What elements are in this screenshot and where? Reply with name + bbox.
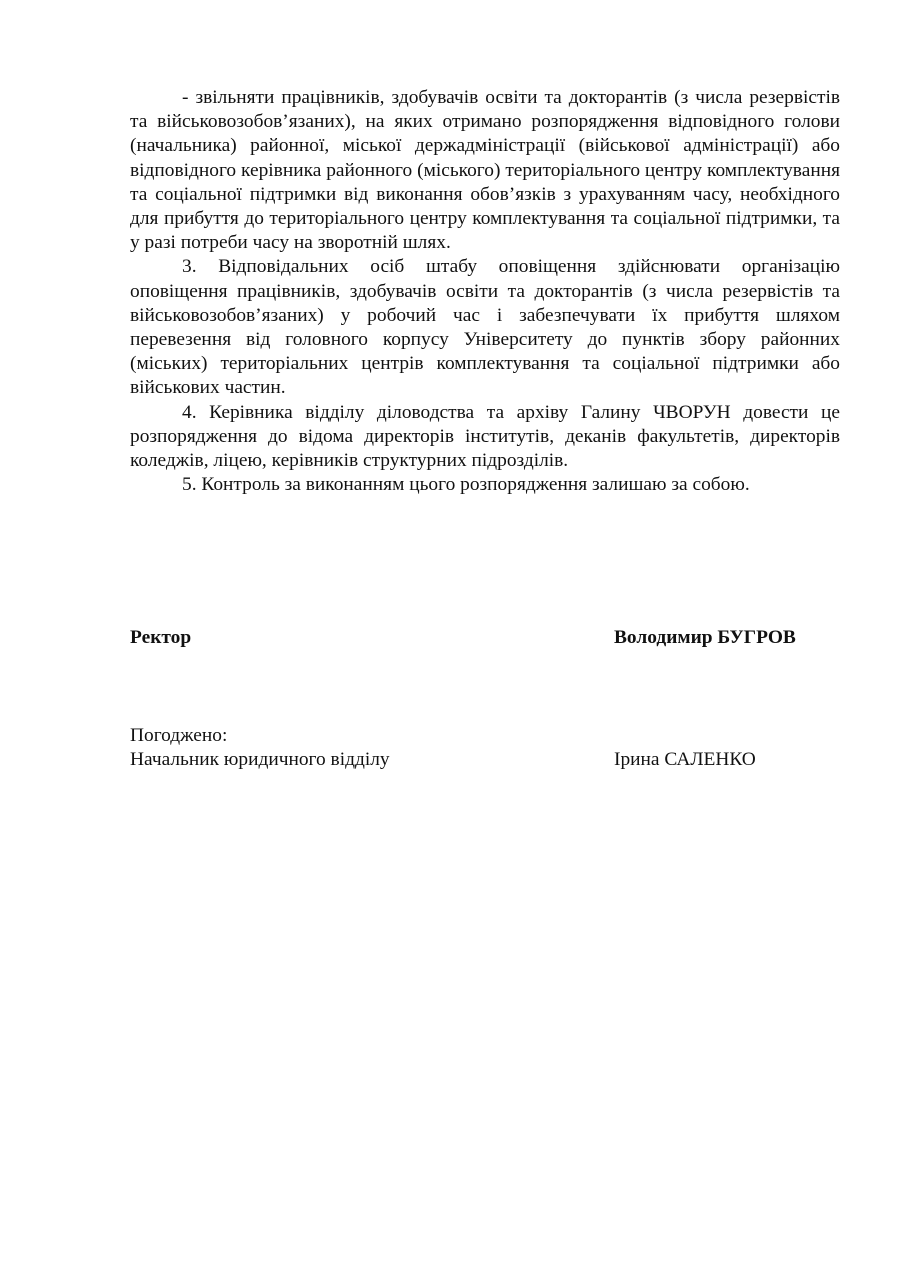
paragraph-item-4: 4. Керівника відділу діловодства та архіву Галину ЧВОРУН довести це розпорядження до відома директорів інститутів, деканів факультетів, директорів коледжів, ліцею, керівників структурних підрозділів. <box>130 401 840 472</box>
approval-label: Погоджено: <box>130 725 228 746</box>
paragraph-dismissal-clause: - звільняти працівників, здобувачів освіти та докторантів (з числа резервістів та військовозобов’язаних), на яких отримано розпорядження відповідного голови (начальника) районної, міської держадміністрації (військової адміністрації) або відповідного керівника районного (міського) територіального центру комплектування та соціальної підтримки від виконання обов’язків з урахуванням часу, необхідного для прибуття до територіального центру комплектування та соціальної підтримки, та у разі потреби часу на зворотній шлях. <box>130 87 840 254</box>
approver-name: Ірина САЛЕНКО <box>614 749 756 770</box>
document-body <box>130 86 840 497</box>
signatory-title: Ректор <box>130 627 192 648</box>
signatory-name: Володимир БУГРОВ <box>614 627 796 648</box>
paragraph-item-5: 5. Контроль за виконанням цього розпорядження залишаю за собою. <box>182 474 750 496</box>
paragraph-item-3: 3. Відповідальних осіб штабу оповіщення здійснювати організацію оповіщення працівників, здобувачів освіти та докторантів (з числа резервістів та військовозобов’язаних) у робочий час і забезпечувати їх прибуття шляхом перевезення від головного корпусу Університету до пунктів збору районних (міських) територіальних центрів комплектування та соціальної підтримки або військових частин. <box>130 256 840 399</box>
approver-position: Начальник юридичного відділу <box>130 749 390 770</box>
